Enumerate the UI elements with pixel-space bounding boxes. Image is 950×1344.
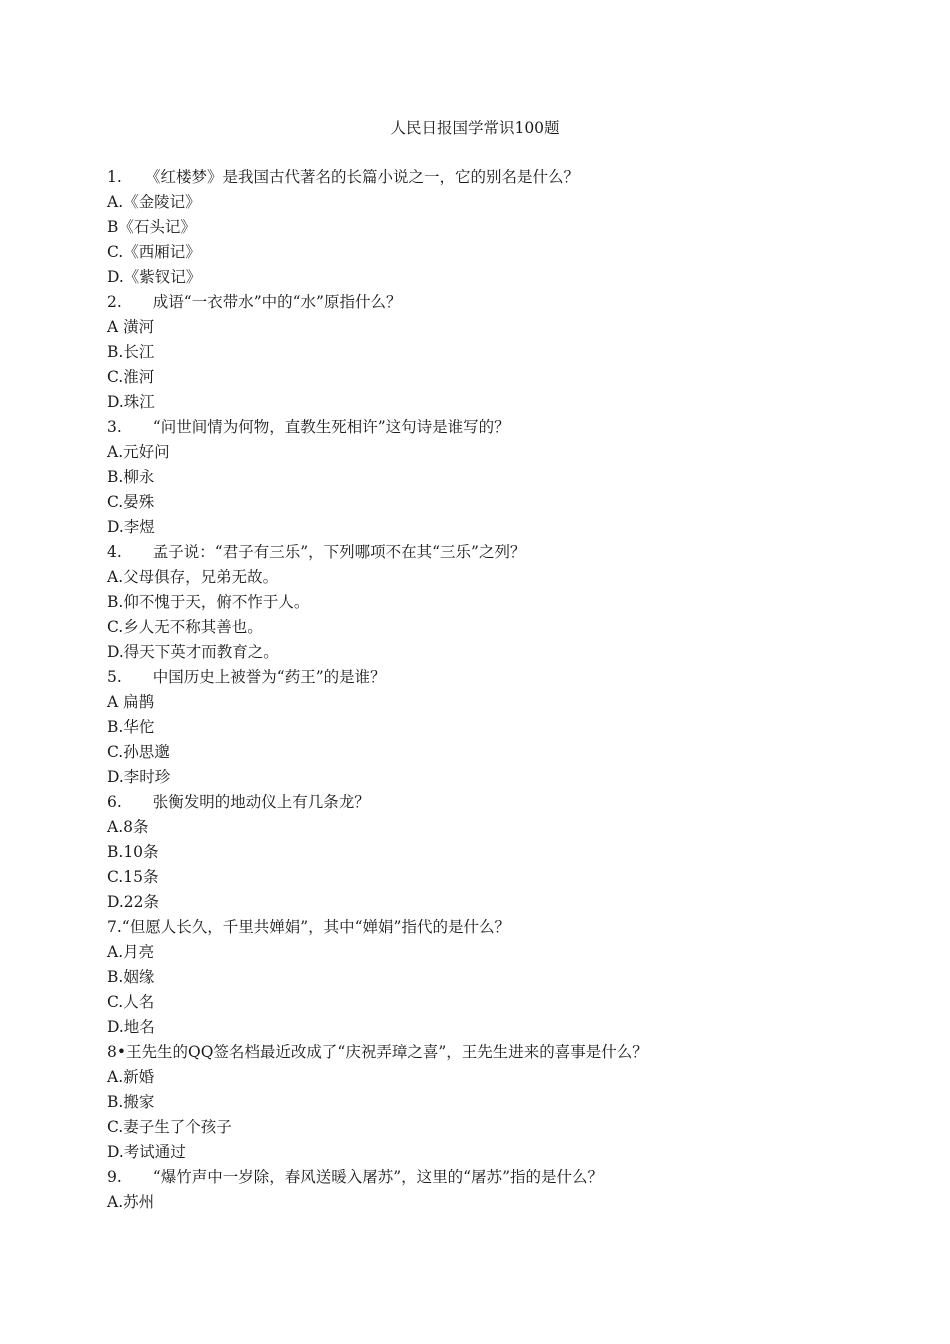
question-4: 4. 孟子说：“君子有三乐”，下列哪项不在其“三乐”之列？: [107, 543, 526, 561]
question-6-option-a: A.8条: [107, 818, 149, 836]
question-6-option-d: D.22条: [107, 893, 160, 911]
question-6: 6. 张衡发明的地动仪上有几条龙？: [107, 793, 370, 811]
question-7-option-b: B.姻缘: [107, 968, 155, 986]
question-8-option-b: B.搬家: [107, 1093, 155, 1111]
document-title: 人民日报国学常识100题: [390, 119, 560, 137]
question-5-option-d: D.李时珍: [107, 768, 171, 786]
question-8-option-c: C.妻子生了个孩子: [107, 1118, 232, 1136]
question-8-option-d: D.考试通过: [107, 1143, 186, 1161]
question-4-option-c: C.乡人无不称其善也。: [107, 618, 263, 636]
question-3-option-d: D.李煜: [107, 518, 155, 536]
question-9-option-a: A.苏州: [107, 1193, 155, 1211]
question-1: 1. 《红楼梦》是我国古代著名的长篇小说之一，它的别名是什么？: [107, 168, 580, 186]
question-5-option-a: A 扁鹊: [107, 693, 155, 711]
question-8-option-a: A.新婚: [107, 1068, 155, 1086]
question-2-option-b: B.长江: [107, 343, 155, 361]
question-5-option-c: C.孙思邈: [107, 743, 170, 761]
question-3-option-a: A.元好问: [107, 443, 170, 461]
question-9: 9. “爆竹声中一岁除，春风送暖入屠苏”，这里的“屠苏”指的是什么？: [107, 1168, 603, 1186]
question-6-option-b: B.10条: [107, 843, 159, 861]
question-6-option-c: C.15条: [107, 868, 159, 886]
question-2-option-d: D.珠江: [107, 393, 155, 411]
question-7-option-d: D.地名: [107, 1018, 155, 1036]
question-1-option-d: D.《紫钗记》: [107, 268, 202, 286]
question-7-option-a: A.月亮: [107, 943, 155, 961]
question-4-option-d: D.得天下英才而教育之。: [107, 643, 279, 661]
question-5-option-b: B.华佗: [107, 718, 155, 736]
question-4-option-a: A.父母俱存，兄弟无故。: [107, 568, 279, 586]
question-3-option-b: B.柳永: [107, 468, 155, 486]
question-7-option-c: C.人名: [107, 993, 155, 1011]
question-8: 8•王先生的QQ签名档最近改成了“庆祝弄璋之喜”，王先生进来的喜事是什么？: [107, 1043, 648, 1061]
question-1-option-a: A.《金陵记》: [107, 193, 201, 211]
document-body: [107, 165, 867, 1215]
question-5: 5. 中国历史上被誉为“药王”的是谁？: [107, 668, 386, 686]
question-3-option-c: C.晏殊: [107, 493, 155, 511]
question-2-option-a: A 潢河: [107, 318, 155, 336]
question-1-option-b: B《石头记》: [107, 218, 196, 236]
question-2: 2. 成语“一衣带水”中的“水”原指什么？: [107, 293, 402, 311]
question-7: 7.“但愿人长久，千里共婵娟”，其中“婵娟”指代的是什么？: [107, 918, 510, 936]
question-3: 3. “问世间情为何物，直教生死相许”这句诗是谁写的？: [107, 418, 510, 436]
question-4-option-b: B.仰不愧于天，俯不怍于人。: [107, 593, 310, 611]
question-2-option-c: C.淮河: [107, 368, 155, 386]
question-1-option-c: C.《西厢记》: [107, 243, 201, 261]
